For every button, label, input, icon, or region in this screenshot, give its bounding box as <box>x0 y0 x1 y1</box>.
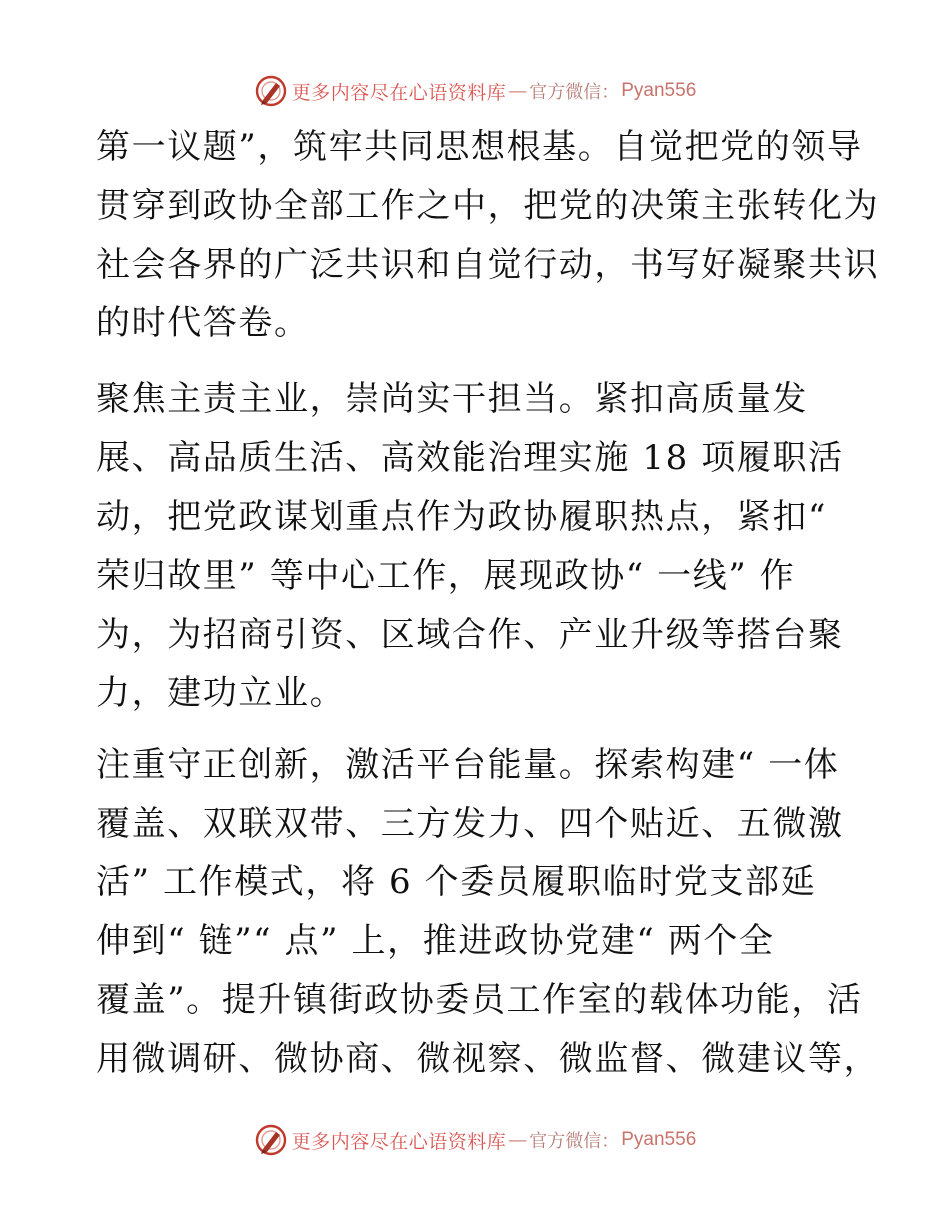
text-line: 活” 工作模式，将 6 个委员履职临时党支部延 <box>96 862 817 902</box>
text-line: 的时代答卷。 <box>96 303 310 343</box>
text-line: 荣归故里” 等中心工作，展现政协“ 一线” 作 <box>96 556 796 596</box>
watermark-wechat-id: Pyan556 <box>621 1129 697 1150</box>
text-line: 聚焦主责主业，崇尚实干担当。紧扣高质量发 <box>96 379 808 419</box>
watermark-dash: — <box>508 80 528 102</box>
text-line: 社会各界的广泛共识和自觉行动，书写好凝聚共识 <box>96 245 880 285</box>
text-line: 用微调研、微协商、微视察、微监督、微建议等， <box>96 1039 880 1079</box>
text-line: 贯穿到政协全部工作之中，把党的决策主张转化为 <box>96 186 880 226</box>
watermark-site-text: 更多内容尽在心语资料库 <box>291 81 507 104</box>
text-line: 覆盖、双联双带、三方发力、四个贴近、五微激 <box>96 804 844 844</box>
watermark-site-text: 更多内容尽在心语资料库 <box>291 1130 507 1153</box>
pen-logo-icon <box>254 1123 288 1157</box>
text-line: 展、高品质生活、高效能治理实施 18 项履职活 <box>96 438 844 478</box>
footer-watermark <box>0 1120 950 1160</box>
watermark-dash: — <box>508 1129 528 1151</box>
header-watermark <box>0 71 950 111</box>
watermark-wechat-label: 官方微信： <box>529 1131 620 1152</box>
text-line: 动，把党政谋划重点作为政协履职热点，紧扣“ <box>96 497 827 537</box>
pen-logo-icon <box>254 74 288 108</box>
text-line: 注重守正创新，激活平台能量。探索构建“ 一体 <box>96 745 840 785</box>
watermark-wechat-label: 官方微信： <box>529 82 620 103</box>
text-line: 伸到“ 链”“ 点” 上，推进政协党建“ 两个全 <box>96 921 775 961</box>
text-line: 第一议题”，筑牢共同思想根基。自觉把党的领导 <box>96 127 863 167</box>
text-line: 为，为招商引资、区域合作、产业升级等搭台聚 <box>96 615 844 655</box>
watermark-wechat-id: Pyan556 <box>621 80 697 101</box>
text-line: 力，建功立业。 <box>96 673 346 713</box>
text-line: 覆盖”。提升镇街政协委员工作室的载体功能，活 <box>96 980 863 1020</box>
